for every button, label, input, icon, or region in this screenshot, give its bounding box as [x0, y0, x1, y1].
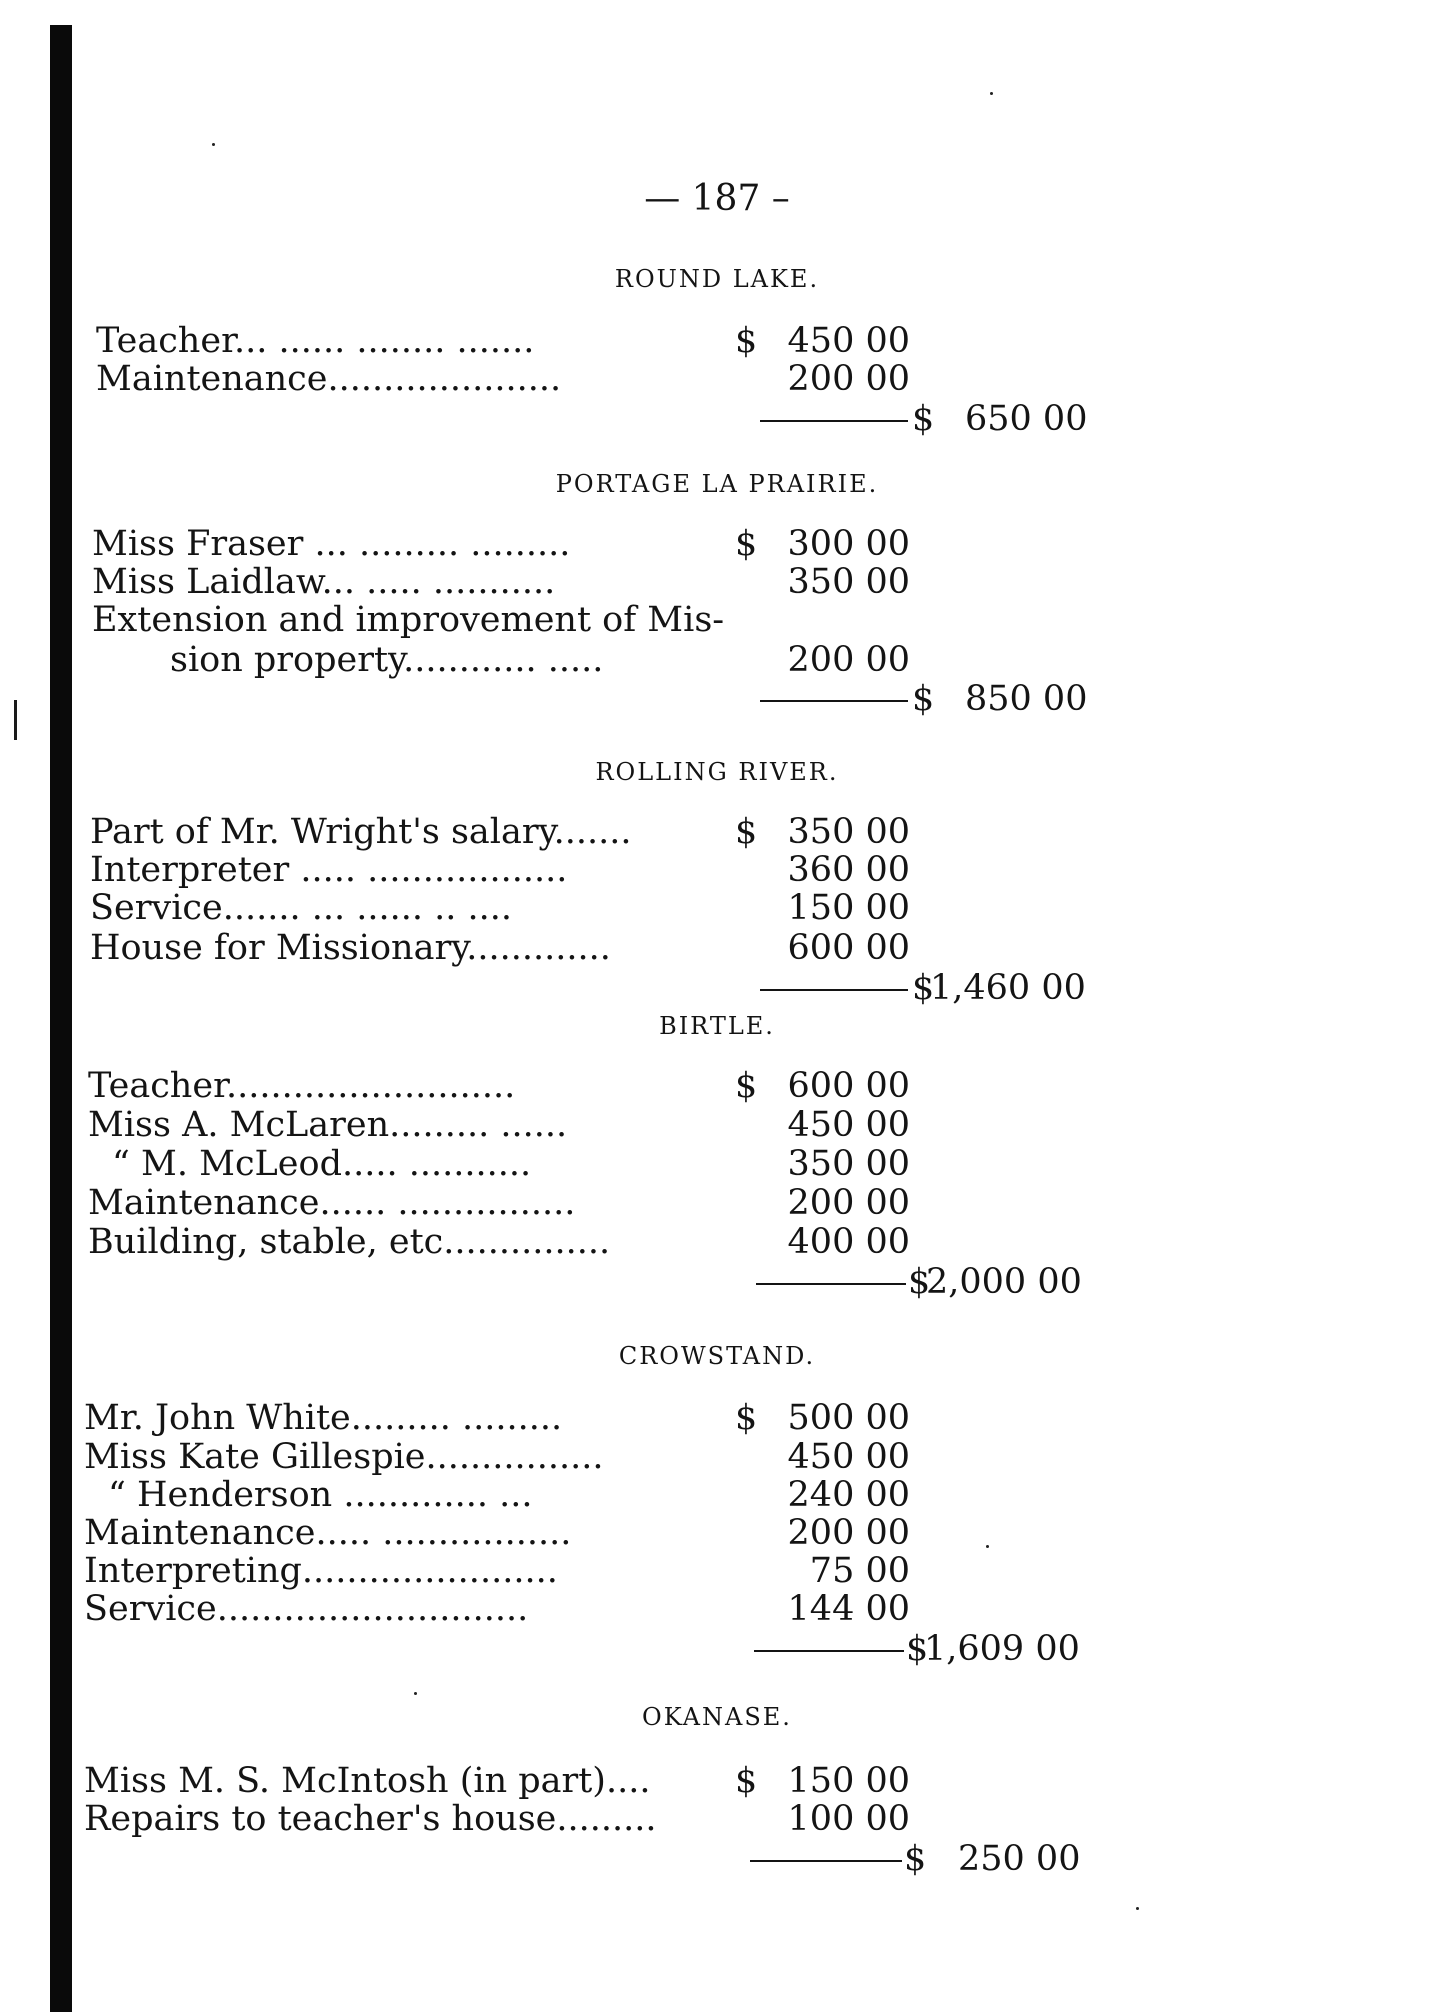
ledger-row [88, 1067, 1000, 1105]
item-label: “ Henderson ............. ... [108, 1475, 533, 1515]
ledger-row [84, 1514, 1000, 1552]
ledger-row [92, 601, 1000, 639]
item-label: Interpreter ..... .................. [90, 850, 568, 890]
section-total [0, 1630, 1434, 1668]
item-label: Part of Mr. Wright's salary....... [90, 812, 632, 852]
item-label: Maintenance...... ................ [88, 1183, 576, 1223]
item-label: Miss A. McLaren......... ...... [88, 1105, 568, 1145]
item-amount: 350 00 [787, 1144, 910, 1184]
ledger-row [84, 1552, 1000, 1590]
ledger-row [90, 889, 1000, 927]
item-amount: 150 00 [787, 1761, 910, 1801]
item-amount: 400 00 [787, 1222, 910, 1262]
ledger-row [84, 1800, 1000, 1838]
item-label: Maintenance..................... [96, 359, 562, 399]
item-amount: 200 00 [787, 1183, 910, 1223]
section-heading: CROWSTAND. [618, 1342, 816, 1370]
ledger-row [90, 929, 1000, 967]
item-amount: 600 00 [787, 928, 910, 968]
item-amount: 200 00 [787, 359, 910, 399]
item-amount: 450 00 [787, 1437, 910, 1477]
item-label: House for Missionary............. [90, 928, 611, 968]
dollar-sign: $ [735, 524, 758, 564]
item-amount: 450 00 [787, 1105, 910, 1145]
item-amount: 350 00 [787, 562, 910, 602]
section-total [0, 969, 1434, 1007]
total-amount: 250 00 [958, 1839, 1081, 1879]
ledger-row [84, 1438, 1000, 1476]
total-dollar-sign: $ [912, 399, 935, 439]
item-amount: 300 00 [787, 524, 910, 564]
ledger-row [84, 1590, 1000, 1628]
ledger-row [88, 1184, 1000, 1222]
total-rule [760, 989, 908, 991]
section-heading: PORTAGE LA PRAIRIE. [555, 470, 879, 498]
item-amount: 600 00 [787, 1066, 910, 1106]
ledger-row [84, 1399, 1000, 1437]
item-amount: 100 00 [787, 1799, 910, 1839]
total-rule [756, 1283, 906, 1285]
item-label: Maintenance..... ................. [84, 1513, 572, 1553]
item-amount: 200 00 [787, 1513, 910, 1553]
section-total [0, 1263, 1434, 1301]
dollar-sign: $ [735, 321, 758, 361]
section-total [0, 1840, 1434, 1878]
section-total [0, 680, 1434, 718]
ledger-row [92, 563, 1000, 601]
total-dollar-sign: $ [904, 1839, 927, 1879]
dollar-sign: $ [735, 1398, 758, 1438]
item-label: Miss M. S. McIntosh (in part).... [84, 1761, 651, 1801]
item-label: Service....... ... ...... .. .... [90, 888, 512, 928]
item-label: Teacher... ...... ........ ....... [96, 321, 535, 361]
total-dollar-sign: $ [908, 1262, 931, 1302]
ink-speck [414, 1692, 417, 1695]
total-amount: 1,460 00 [930, 968, 1086, 1008]
item-amount: 150 00 [787, 888, 910, 928]
ledger-row [88, 1145, 1000, 1183]
item-label: Service............................ [84, 1589, 529, 1629]
total-amount: 850 00 [965, 679, 1088, 719]
item-amount: 350 00 [787, 812, 910, 852]
item-label: “ M. McLeod..... ........... [112, 1144, 532, 1184]
item-amount: 75 00 [809, 1551, 910, 1591]
ink-speck [990, 92, 993, 95]
ledger-row [84, 1762, 1000, 1800]
item-amount: 200 00 [787, 640, 910, 680]
page-number: — 187 – [644, 178, 790, 219]
section-heading: ROLLING RIVER. [595, 758, 839, 786]
dollar-sign: $ [735, 1066, 758, 1106]
item-label: Miss Laidlaw... ..... ........... [92, 562, 556, 602]
section-heading: OKANASE. [642, 1703, 792, 1731]
item-amount: 450 00 [787, 321, 910, 361]
item-label: Repairs to teacher's house......... [84, 1799, 657, 1839]
section-heading: BIRTLE. [659, 1012, 775, 1040]
ledger-row [84, 1476, 1000, 1514]
total-rule [750, 1860, 902, 1862]
item-label: Interpreting....................... [84, 1551, 558, 1591]
item-amount: 144 00 [787, 1589, 910, 1629]
ink-speck [1136, 1907, 1139, 1910]
item-label: Extension and improvement of Mis- [92, 600, 725, 640]
item-amount: 500 00 [787, 1398, 910, 1438]
item-amount: 240 00 [787, 1475, 910, 1515]
section-total [0, 400, 1434, 438]
total-amount: 1,609 00 [924, 1629, 1080, 1669]
total-dollar-sign: $ [906, 1629, 929, 1669]
total-rule [760, 700, 908, 702]
item-label: Miss Fraser ... ......... ......... [92, 524, 571, 564]
total-dollar-sign: $ [912, 968, 935, 1008]
dollar-sign: $ [735, 1761, 758, 1801]
ledger-row [88, 1223, 1000, 1261]
total-dollar-sign: $ [912, 679, 935, 719]
ledger-row [90, 851, 1000, 889]
ledger-row [90, 813, 1000, 851]
ledger-row [96, 322, 1000, 360]
item-label: Miss Kate Gillespie................ [84, 1437, 604, 1477]
ledger-row [92, 525, 1000, 563]
item-amount: 360 00 [787, 850, 910, 890]
item-label: Building, stable, etc............... [88, 1222, 611, 1262]
item-label: Mr. John White......... ......... [84, 1398, 563, 1438]
ink-speck [212, 143, 215, 146]
item-label: Teacher.......................... [88, 1066, 516, 1106]
total-rule [760, 420, 908, 422]
ledger-row [88, 1106, 1000, 1144]
total-amount: 650 00 [965, 399, 1088, 439]
item-label: sion property............ ..... [170, 640, 604, 680]
total-rule [754, 1650, 904, 1652]
ledger-row [92, 641, 1000, 679]
ledger-row [96, 360, 1000, 398]
total-amount: 2,000 00 [926, 1262, 1082, 1302]
dollar-sign: $ [735, 812, 758, 852]
section-heading: ROUND LAKE. [614, 265, 820, 293]
